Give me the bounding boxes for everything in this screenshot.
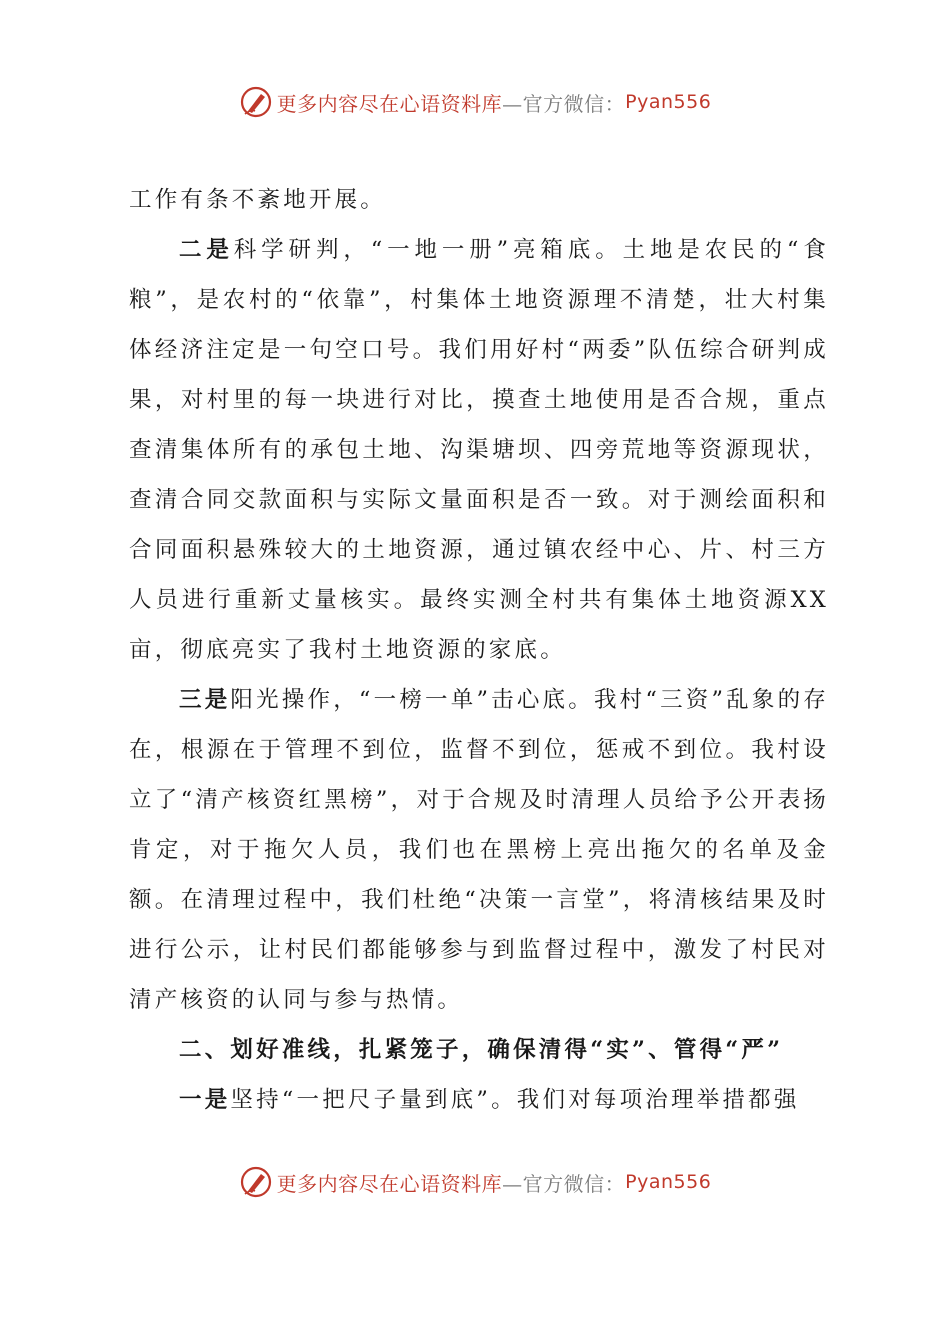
paragraph-point-1 [129, 1075, 829, 1125]
paragraph-text: 科学研判，“一地一册”亮箱底。土地是农民的“食粮”，是农村的“依靠”，村集体土地资源理不清楚，壮大村集体经济注定是一句空口号。我们用好村“两委”队伍综合研判成果，对村里的每一块进行对比，摸查土地使用是否合规，重点查清集体所有的承包土地、沟渠塘坝、四旁荒地等资源现状，查清合同交款面积与实际文量面积是否一致。对于测绘面积和合同面积悬殊较大的土地资源，通过镇农经中心、片、村三方人员进行重新丈量核实。最终实测全村共有集体土地资源XX亩，彻底亮实了我村土地资源的家底。 [129, 237, 830, 663]
banner-brand-text: Pyan556 [625, 91, 712, 113]
paragraph-lead: 三是 [179, 687, 231, 713]
header-banner [0, 82, 950, 122]
paragraph-point-3 [129, 675, 829, 1025]
section-heading: 二、划好准线，扎紧笼子，确保清得“实”、管得“严” [179, 1037, 784, 1063]
paragraph-lead: 二是 [179, 237, 234, 263]
banner-brand-text: Pyan556 [625, 1171, 712, 1193]
paragraph-text: 坚持“一把尺子量到底”。我们对每项治理举措都强 [230, 1087, 800, 1113]
document-body [129, 175, 829, 1125]
footer-banner [0, 1162, 950, 1202]
banner-mid-text: —官方微信： [502, 1171, 626, 1196]
banner-mid-text: —官方微信： [502, 91, 626, 116]
paragraph-text: 阳光操作，“一榜一单”击心底。我村“三资”乱象的存在，根源在于管理不到位，监督不到位，惩戒不到位。我村设立了“清产核资红黑榜”，对于合规及时清理人员给予公开表扬肯定，对于拖欠人员，我们也在黑榜上亮出拖欠的名单及金额。在清理过程中，我们杜绝“决策一言堂”，将清核结果及时进行公示，让村民们都能够参与到监督过程中，激发了村民对清产核资的认同与参与热情。 [129, 687, 829, 1013]
pen-logo-icon [239, 1165, 273, 1199]
pen-logo-icon [239, 85, 273, 119]
paragraph-point-2 [129, 225, 829, 675]
banner-main-text: 更多内容尽在心语资料库 [276, 91, 503, 116]
paragraph-continuation: 工作有条不紊地开展。 [129, 187, 387, 213]
banner-main-text: 更多内容尽在心语资料库 [276, 1171, 503, 1196]
paragraph-lead: 一是 [179, 1087, 231, 1113]
